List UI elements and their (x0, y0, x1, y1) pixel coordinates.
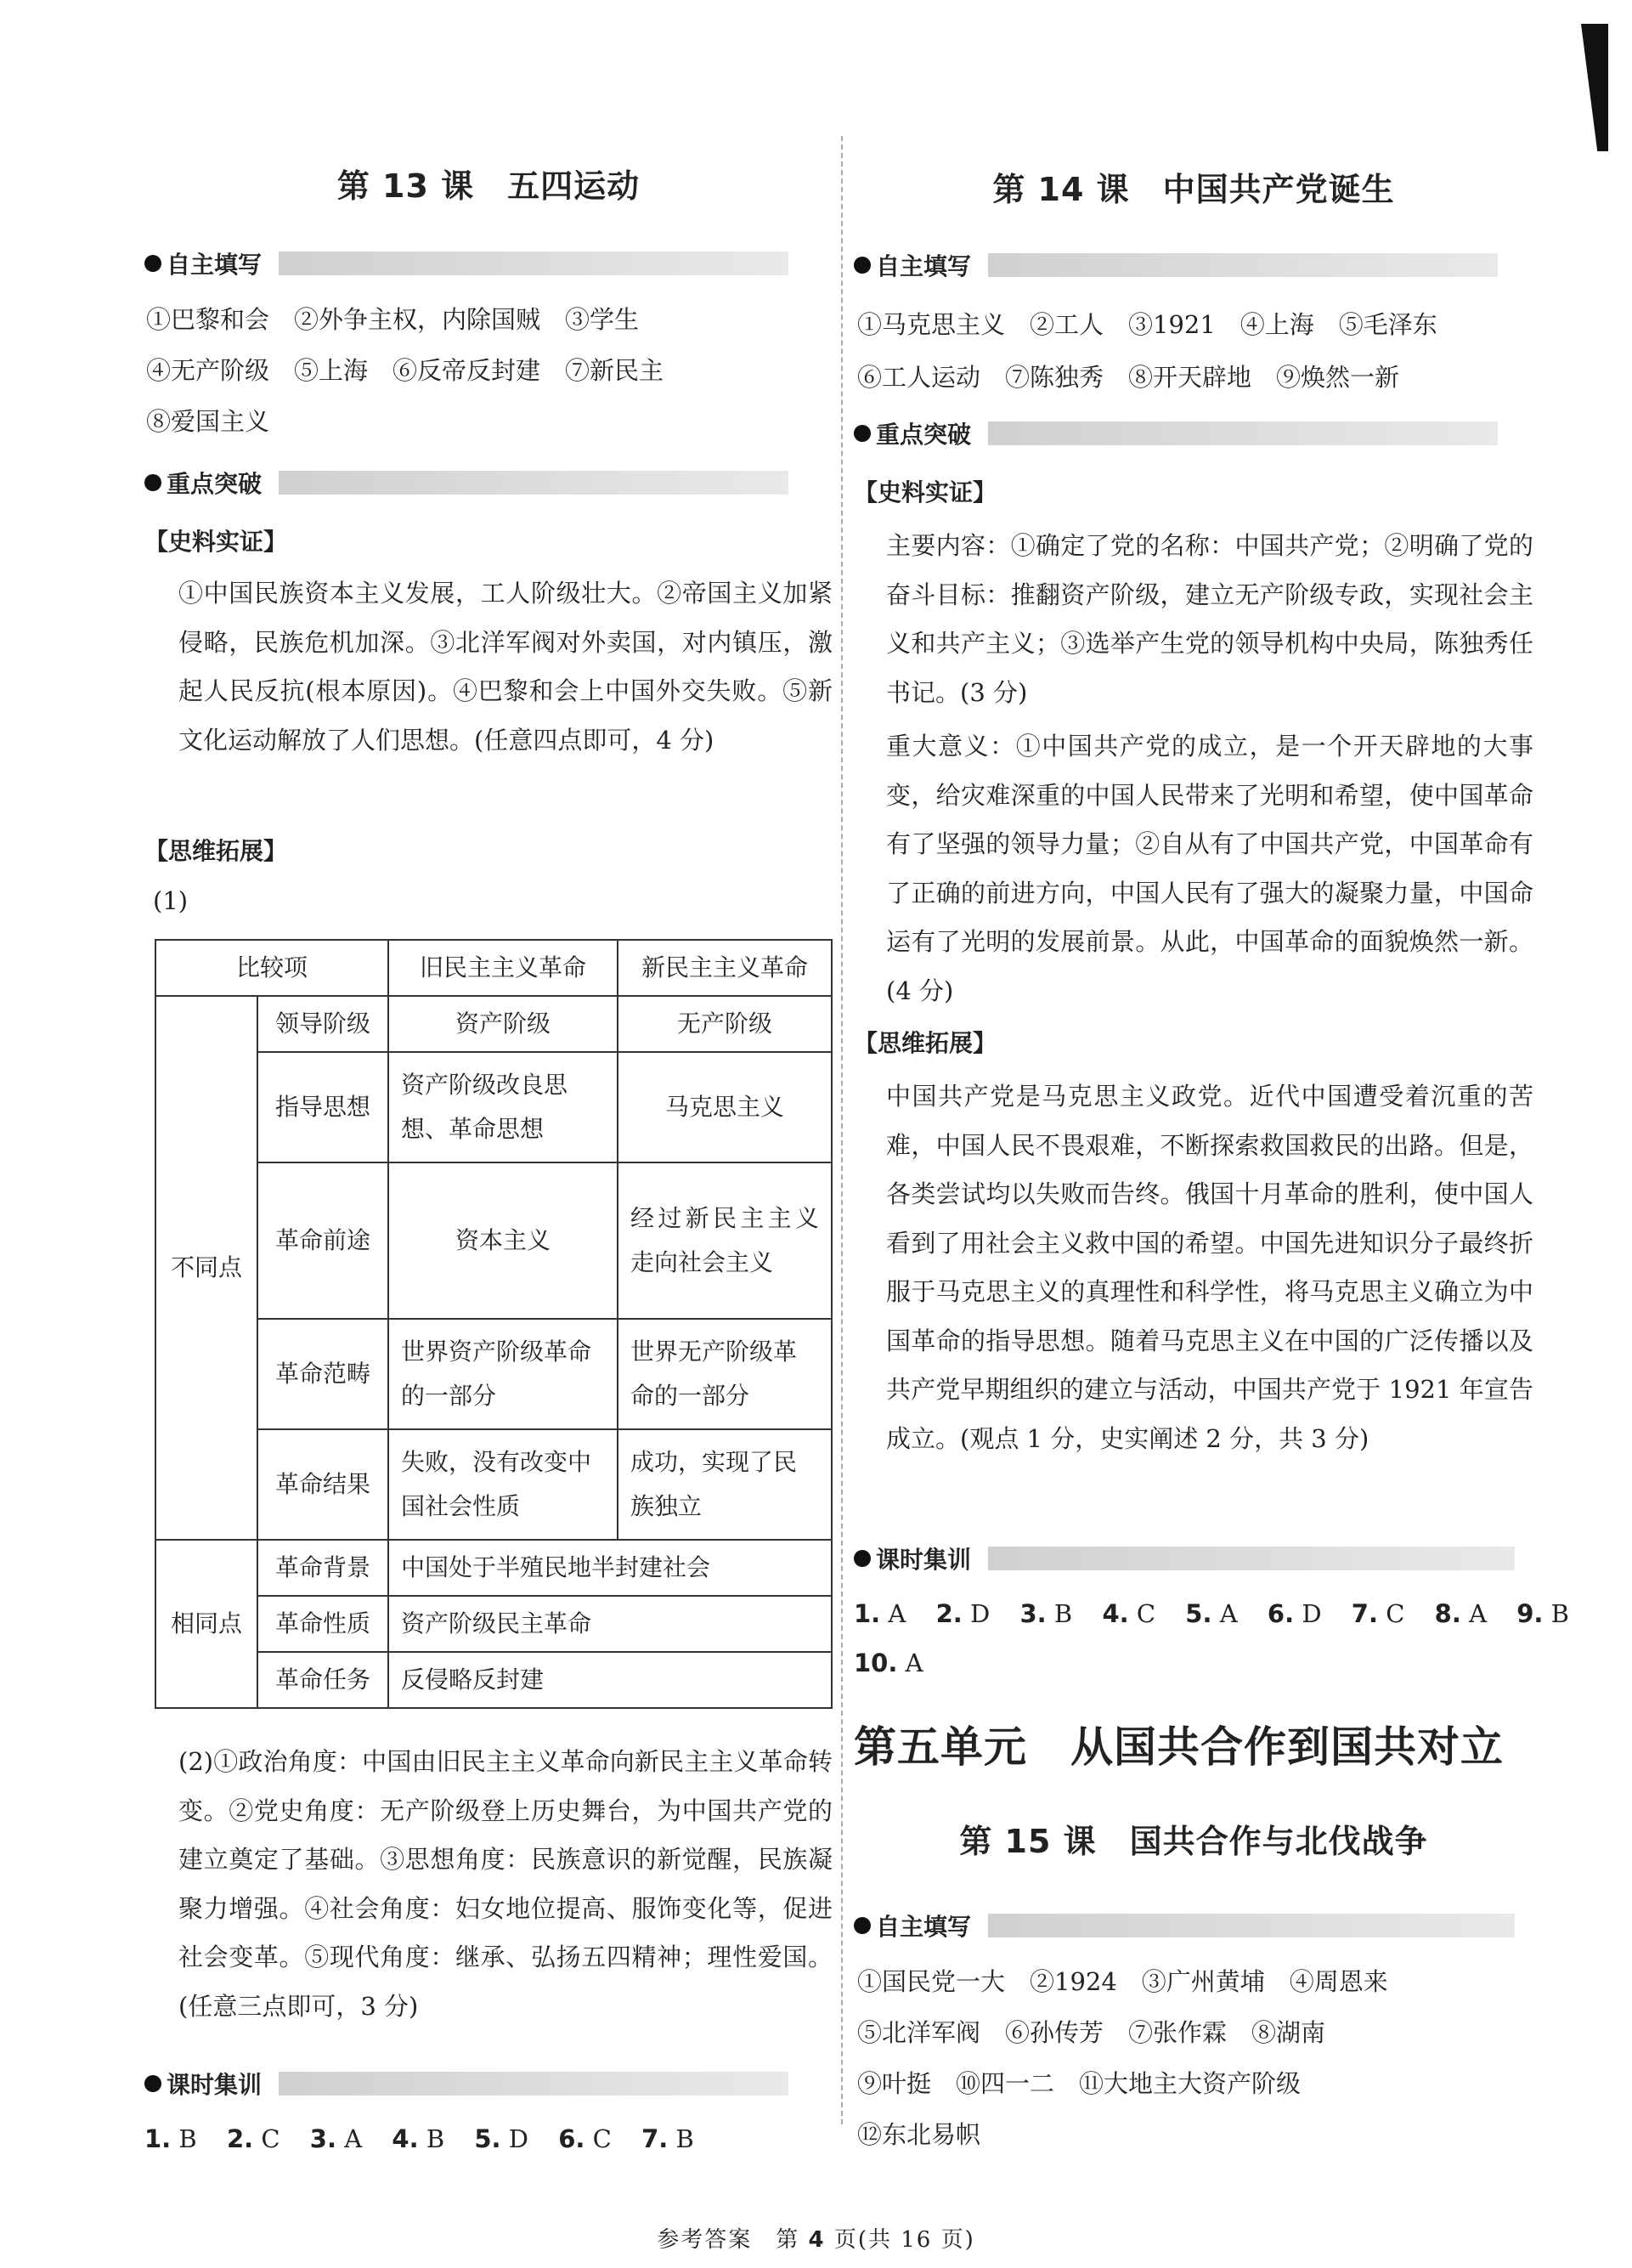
mcq-item: 2. C (226, 2124, 280, 2153)
practice-header (854, 1541, 1515, 1575)
same-label: 相同点 (155, 1540, 257, 1708)
mcq-item: 1. A (854, 1599, 906, 1628)
evidence-significance: 重大意义：①中国共产党的成立，是一个开天辟地的大事变，给灾难深重的中国人民带来了光明和希望，使中国革命有了坚强的领导力量；②自从有了中国共产党，中国革命有了正确的前进方向，中国人民有了强大的凝聚力量，中国命运有了光明的发展前景。从此，中国革命的面貌焕然一新。(4 分) (886, 732, 1533, 1005)
footer-suffix: 页(共 16 页) (833, 2227, 975, 2253)
lesson-14-title: 第 14 课 中国共产党诞生 (992, 171, 1395, 208)
fill-line-2: ⑥工人运动 ⑦陈独秀 ⑧开天辟地 ⑨焕然一新 (857, 363, 1400, 392)
header-item: 比较项 (155, 940, 388, 996)
header-bar (988, 253, 1498, 277)
cell: 指导思想 (257, 1052, 388, 1162)
cell: 领导阶级 (257, 996, 388, 1052)
evidence-text: ①中国民族资本主义发展，工人阶级壮大。②帝国主义加紧侵略，民族危机加深。③北洋军阀对外卖国，对内镇压，激起人民反抗(根本原因)。④巴黎和会上中国外交失败。⑤新文化运动解放了人们思想。(任意四点即可，4 分) (178, 579, 833, 755)
comparison-table (155, 939, 833, 1709)
header-bar (279, 252, 788, 275)
cell: 革命范畴 (257, 1319, 388, 1429)
corner-tab-mark (1581, 24, 1608, 151)
diff-label: 不同点 (155, 996, 257, 1540)
bullet-icon (144, 2075, 161, 2092)
page-footer (0, 2222, 1632, 2254)
mcq-item: 5. D (474, 2124, 529, 2153)
evidence-label: 【史料实证】 (144, 528, 288, 556)
cell: 马克思主义 (618, 1052, 832, 1162)
cell: 世界资产阶级革命的一部分 (388, 1319, 618, 1429)
bullet-icon (144, 474, 161, 491)
bullet-icon (854, 257, 871, 274)
mcq-item: 7. C (1351, 1599, 1405, 1628)
cell: 革命前途 (257, 1162, 388, 1319)
mcq-item: 4. C (1102, 1599, 1156, 1628)
self-fill-label: 自主填写 (876, 1913, 972, 1941)
header-bar (988, 421, 1498, 445)
question-1-label: (1) (153, 886, 189, 915)
key-label: 重点突破 (167, 470, 263, 498)
mcq-item: 10. A (854, 1649, 923, 1677)
fill-line-1: ①国民党一大 ②1924 ③广州黄埔 ④周恩来 (857, 1967, 1388, 1996)
cell: 革命背景 (257, 1540, 388, 1596)
cell: 中国处于半殖民地半封建社会 (388, 1540, 832, 1596)
lesson-15-title: 第 15 课 国共合作与北伐战争 (959, 1823, 1428, 1860)
fill-line-1: ①巴黎和会 ②外争主权，内除国贼 ③学生 (146, 305, 640, 334)
evidence-label: 【史料实证】 (854, 478, 997, 506)
fill-line-3: ⑨叶挺 ⑩四一二 ⑪大地主大资产阶级 (857, 2069, 1302, 2098)
footer-prefix: 参考答案 第 (657, 2227, 800, 2253)
mcq-answers (144, 2124, 716, 2153)
key-header (854, 416, 1498, 450)
self-fill-header (854, 248, 1498, 282)
cell: 经过新民主主义走向社会主义 (618, 1162, 832, 1319)
key-header (144, 466, 788, 500)
key-label: 重点突破 (876, 421, 972, 449)
header-bar (279, 471, 788, 495)
cell: 革命结果 (257, 1429, 388, 1540)
self-fill-header (144, 246, 788, 280)
header-new: 新民主主义革命 (618, 940, 832, 996)
header-bar (279, 2072, 788, 2095)
mcq-item: 5. A (1185, 1599, 1238, 1628)
cell: 反侵略反封建 (388, 1652, 832, 1708)
thinking-text: 中国共产党是马克思主义政党。近代中国遭受着沉重的苦难，中国人民不畏艰难，不断探索救国救民的出路。但是，各类尝试均以失败而告终。俄国十月革命的胜利，使中国人看到了用社会主义救中国的希望。中国先进知识分子最终折服于马克思主义的真理性和科学性，将马克思主义确立为中国革命的指导思想。随着马克思主义在中国的广泛传播以及共产党早期组织的建立与活动，中国共产党于 1921 年宣告成立。(观点 1 分，史实阐述 2 分，共 3 分) (886, 1082, 1533, 1453)
bullet-icon (854, 1550, 871, 1567)
mcq-item: 6. C (558, 2124, 612, 2153)
bullet-icon (144, 255, 161, 272)
cell: 世界无产阶级革命的一部分 (618, 1319, 832, 1429)
cell: 资产阶级民主革命 (388, 1596, 832, 1652)
bullet-icon (854, 425, 871, 442)
self-fill-label: 自主填写 (167, 251, 263, 279)
cell: 无产阶级 (618, 996, 832, 1052)
self-fill-header (854, 1909, 1515, 1943)
mcq-item: 7. B (641, 2124, 694, 2153)
practice-header (144, 2067, 788, 2101)
mcq-item: 2. D (935, 1599, 991, 1628)
evidence-main-content: 主要内容：①确定了党的名称：中国共产党；②明确了党的奋斗目标：推翻资产阶级，建立无产阶级专政，实现社会主义和共产主义；③选举产生党的领导机构中央局，陈独秀任书记。(3 分) (886, 531, 1533, 707)
header-bar (988, 1547, 1515, 1570)
mcq-item: 9. B (1516, 1599, 1569, 1628)
mcq-item: 6. D (1267, 1599, 1322, 1628)
cell: 资本主义 (388, 1162, 618, 1319)
cell: 革命性质 (257, 1596, 388, 1652)
practice-label: 课时集训 (876, 1546, 972, 1574)
column-divider (841, 136, 843, 2124)
cell: 成功，实现了民族独立 (618, 1429, 832, 1540)
thinking-label: 【思维拓展】 (144, 837, 288, 865)
bullet-icon (854, 1917, 871, 1934)
header-bar (988, 1914, 1515, 1937)
mcq-item: 1. B (144, 2124, 197, 2153)
lesson-13-title: 第 13 课 五四运动 (336, 167, 641, 205)
mcq-item: 4. B (392, 2124, 445, 2153)
thinking-label: 【思维拓展】 (854, 1029, 997, 1057)
fill-line-2: ④无产阶级 ⑤上海 ⑥反帝反封建 ⑦新民主 (146, 356, 664, 385)
cell: 资产阶级改良思想、革命思想 (388, 1052, 618, 1162)
mcq-item: 3. B (1019, 1599, 1073, 1628)
page-number: 4 (808, 2227, 826, 2253)
fill-line-4: ⑫东北易帜 (857, 2120, 981, 2149)
question-2-answer: (2)①政治角度：中国由旧民主主义革命向新民主主义革命转变。②党史角度：无产阶级登上历史舞台，为中国共产党的建立奠定了基础。③思想角度：民族意识的新觉醒，民族凝聚力增强。④社会角度：妇女地位提高、服饰变化等，促进社会变革。⑤现代角度：继承、弘扬五四精神；理性爱国。(任意三点即可，3 分) (178, 1747, 833, 2021)
fill-line-1: ①马克思主义 ②工人 ③1921 ④上海 ⑤毛泽东 (857, 310, 1437, 339)
cell: 革命任务 (257, 1652, 388, 1708)
mcq-item: 3. A (309, 2124, 363, 2153)
header-old: 旧民主主义革命 (388, 940, 618, 996)
self-fill-label: 自主填写 (876, 252, 972, 280)
practice-label: 课时集训 (167, 2071, 263, 2099)
mcq-answers-row-2 (854, 1649, 946, 1677)
mcq-answers (854, 1599, 1591, 1628)
cell: 失败，没有改变中国社会性质 (388, 1429, 618, 1540)
cell: 资产阶级 (388, 996, 618, 1052)
fill-line-2: ⑤北洋军阀 ⑥孙传芳 ⑦张作霖 ⑧湖南 (857, 2018, 1326, 2047)
mcq-item: 8. A (1434, 1599, 1488, 1628)
unit-5-title: 第五单元 从国共合作到国共对立 (854, 1722, 1504, 1772)
fill-line-3: ⑧爱国主义 (146, 407, 270, 436)
